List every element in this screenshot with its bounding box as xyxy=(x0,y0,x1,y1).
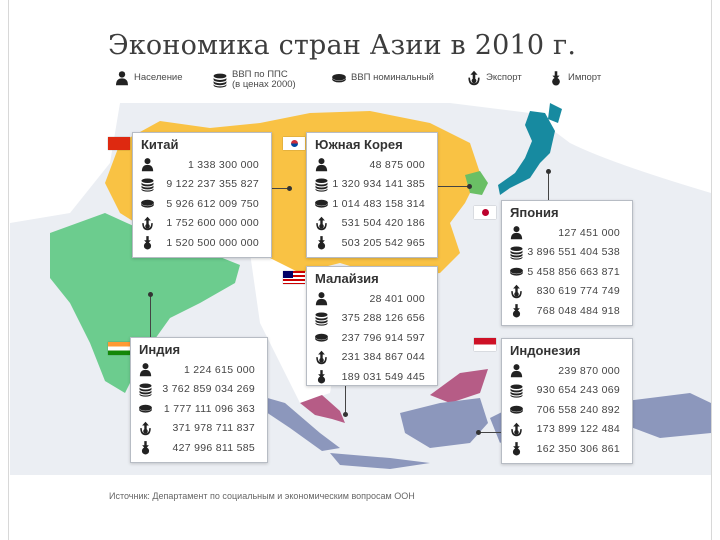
china-marker xyxy=(287,186,292,191)
person-icon xyxy=(114,70,130,86)
china-gdp-ppp: 9 122 237 355 827 xyxy=(166,178,259,191)
korea-import: 503 205 542 965 xyxy=(341,236,425,249)
korea-export-row xyxy=(307,214,437,234)
malaysia-borneo xyxy=(430,369,488,403)
korea-gdp-nominal: 1 014 483 158 314 xyxy=(332,197,425,210)
china-export-row xyxy=(133,214,271,234)
japan-population-row xyxy=(502,223,632,243)
coin-icon xyxy=(509,402,524,417)
india-import-row xyxy=(131,438,267,458)
korea-marker xyxy=(467,184,472,189)
import-icon xyxy=(314,235,329,250)
china-import-row xyxy=(133,233,271,253)
malaysia-import-row xyxy=(307,367,437,387)
japan-gdp-nominal-row xyxy=(502,262,632,282)
export-icon xyxy=(314,216,329,231)
india-import: 427 996 811 585 xyxy=(172,441,255,454)
japan-import-row xyxy=(502,301,632,321)
coin-icon xyxy=(314,330,329,345)
korea-name: Южная Корея xyxy=(315,137,403,152)
legend-gdp-ppp xyxy=(212,70,296,90)
indonesia-export-row xyxy=(502,420,632,440)
person-icon xyxy=(140,157,155,172)
india-leader xyxy=(150,295,151,337)
indonesia-gdp-nominal-row xyxy=(502,400,632,420)
export-icon xyxy=(509,422,524,437)
indonesia-flag xyxy=(474,338,496,351)
korea-export: 531 504 420 186 xyxy=(341,217,425,230)
coin-icon xyxy=(140,196,155,211)
india-gdp-nominal-row xyxy=(131,399,267,419)
export-icon xyxy=(509,284,524,299)
indonesia-card xyxy=(501,338,633,464)
india-gdp-ppp: 3 762 859 034 269 xyxy=(162,383,255,396)
legend-import xyxy=(548,70,601,86)
japan-leader xyxy=(548,172,549,200)
malaysia-import: 189 031 549 445 xyxy=(341,370,425,383)
export-icon xyxy=(466,70,482,86)
indonesia-gdp-nominal: 706 558 240 892 xyxy=(536,403,620,416)
import-icon xyxy=(548,70,564,86)
import-icon xyxy=(509,303,524,318)
korea-card xyxy=(306,132,438,258)
korea-leader xyxy=(437,186,469,187)
legend-gdp-nominal-label: ВВП номинальный xyxy=(351,72,434,83)
japan-name: Япония xyxy=(510,205,559,220)
legend-export xyxy=(466,70,522,86)
coin-stack-icon xyxy=(314,177,329,192)
india-marker xyxy=(148,292,153,297)
china-name: Китай xyxy=(141,137,179,152)
malaysia-export: 231 384 867 044 xyxy=(341,351,425,364)
legend-population xyxy=(114,70,183,86)
china-import: 1 520 500 000 000 xyxy=(166,236,259,249)
china-flag xyxy=(108,137,130,150)
malaysia-card xyxy=(306,266,438,386)
indonesia-export: 173 899 122 484 xyxy=(536,423,620,436)
china-card xyxy=(132,132,272,258)
indonesia-import-row xyxy=(502,439,632,459)
malaysia-population-row xyxy=(307,289,437,309)
japan-flag xyxy=(474,206,496,219)
legend-gdp-ppp-label xyxy=(232,70,296,90)
land-west xyxy=(10,103,120,223)
malaysia-gdp-nominal: 237 796 914 597 xyxy=(341,331,425,344)
slide-edge-left xyxy=(8,0,9,540)
legend-import-label: Импорт xyxy=(568,72,602,83)
india-population: 1 224 615 000 xyxy=(183,363,255,376)
person-icon xyxy=(314,291,329,306)
malaysia-population: 28 401 000 xyxy=(369,292,425,305)
import-icon xyxy=(509,441,524,456)
indonesia-borneo xyxy=(400,398,488,448)
india-gdp-nominal: 1 777 111 096 363 xyxy=(163,402,255,415)
import-icon xyxy=(138,440,153,455)
japan-gdp-ppp: 3 896 551 404 538 xyxy=(527,246,620,259)
coin-stack-icon xyxy=(509,383,524,398)
coin-icon xyxy=(331,70,347,86)
legend-population-label: Население xyxy=(134,72,183,83)
japan-card xyxy=(501,200,633,326)
coin-stack-icon xyxy=(138,382,153,397)
japan-gdp-ppp-row xyxy=(502,243,632,263)
legend-gdp-ppp-line2: (в ценах 2000) xyxy=(232,79,296,90)
china-gdp-nominal-row xyxy=(133,194,271,214)
person-icon xyxy=(509,225,524,240)
india-export: 371 978 711 837 xyxy=(172,422,255,435)
china-gdp-ppp-row xyxy=(133,175,271,195)
indonesia-import: 162 350 306 861 xyxy=(536,442,620,455)
indonesia-name: Индонезия xyxy=(510,343,581,358)
korea-import-row xyxy=(307,233,437,253)
export-icon xyxy=(140,216,155,231)
malaysia-gdp-ppp-row xyxy=(307,309,437,329)
india-population-row xyxy=(131,360,267,380)
malaysia-name: Малайзия xyxy=(315,271,379,286)
malaysia-gdp-nominal-row xyxy=(307,328,437,348)
page-title: Экономика стран Азии в 2010 г. xyxy=(108,30,577,61)
china-gdp-nominal: 5 926 612 009 750 xyxy=(166,197,259,210)
china-export: 1 752 600 000 000 xyxy=(166,217,259,230)
indonesia-population: 239 870 000 xyxy=(558,364,620,377)
china-population: 1 338 300 000 xyxy=(187,158,259,171)
indonesia-gdp-ppp: 930 654 243 069 xyxy=(536,384,620,397)
indonesia-population-row xyxy=(502,361,632,381)
coin-stack-icon xyxy=(212,72,228,88)
coin-stack-icon xyxy=(509,245,524,260)
indonesia-gdp-ppp-row xyxy=(502,381,632,401)
source-note: Источник: Департамент по социальным и экономическим вопросам ООН xyxy=(109,491,415,501)
coin-icon xyxy=(509,264,524,279)
india-flag xyxy=(108,342,130,355)
korea-gdp-ppp: 1 320 934 141 385 xyxy=(332,178,425,191)
import-icon xyxy=(140,235,155,250)
legend-gdp-ppp-line1: ВВП по ППС xyxy=(232,69,288,80)
japan-export-row xyxy=(502,282,632,302)
japan-region xyxy=(498,111,555,195)
korea-population-row xyxy=(307,155,437,175)
export-icon xyxy=(314,350,329,365)
indonesia-leader xyxy=(478,432,502,433)
indonesia-java xyxy=(330,453,430,469)
malaysia-leader xyxy=(345,384,346,414)
legend-gdp-nominal xyxy=(331,70,434,86)
korea-gdp-ppp-row xyxy=(307,175,437,195)
malaysia-gdp-ppp: 375 288 126 656 xyxy=(341,312,425,325)
japan-export: 830 619 774 749 xyxy=(536,285,620,298)
japan-marker xyxy=(546,169,551,174)
india-card xyxy=(130,337,268,463)
korea-flag xyxy=(283,137,305,150)
person-icon xyxy=(509,363,524,378)
legend-export-label: Экспорт xyxy=(486,72,522,83)
india-gdp-ppp-row xyxy=(131,380,267,400)
japan-import: 768 048 484 918 xyxy=(536,304,620,317)
coin-icon xyxy=(138,401,153,416)
import-icon xyxy=(314,369,329,384)
slide-edge-right xyxy=(711,0,712,540)
indonesia-marker xyxy=(476,430,481,435)
japan-population: 127 451 000 xyxy=(558,226,620,239)
coin-stack-icon xyxy=(314,311,329,326)
person-icon xyxy=(138,362,153,377)
korea-gdp-nominal-row xyxy=(307,194,437,214)
export-icon xyxy=(138,421,153,436)
japan-gdp-nominal: 5 458 856 663 871 xyxy=(527,265,620,278)
malaysia-export-row xyxy=(307,348,437,368)
malaysia-marker xyxy=(343,412,348,417)
china-population-row xyxy=(133,155,271,175)
coin-icon xyxy=(314,196,329,211)
person-icon xyxy=(314,157,329,172)
coin-stack-icon xyxy=(140,177,155,192)
india-name: Индия xyxy=(139,342,181,357)
india-export-row xyxy=(131,419,267,439)
malaysia-flag xyxy=(283,271,305,284)
korea-population: 48 875 000 xyxy=(369,158,425,171)
